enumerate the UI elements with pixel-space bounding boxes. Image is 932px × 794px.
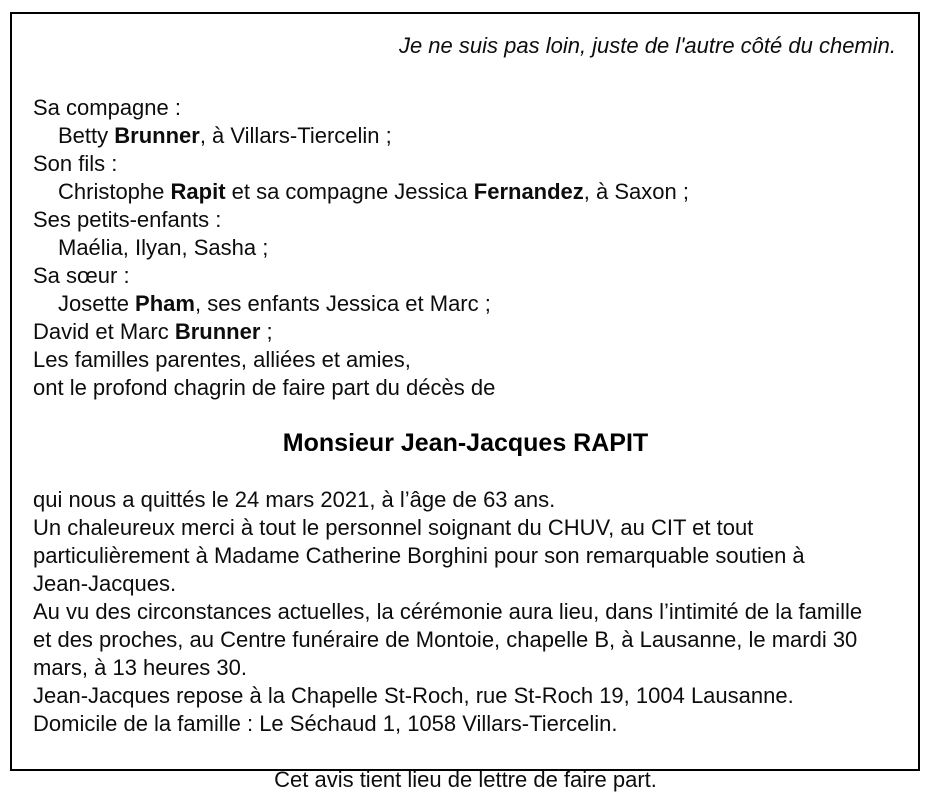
body-line-ceremony-2: et des proches, au Centre funéraire de Montoie, chapelle B, à Lausanne, le mardi 30: [33, 627, 858, 652]
family-member-companion: Betty Brunner, à Villars-Tiercelin ;: [58, 123, 392, 148]
family-member-sister: Josette Pham, ses enfants Jessica et Marc ;: [58, 291, 491, 316]
announcement-line: ont le profond chagrin de faire part du décès de: [33, 375, 496, 400]
faire-part-footer: Cet avis tient lieu de lettre de faire part.: [274, 767, 657, 792]
body-line-repose: Jean-Jacques repose à la Chapelle St-Roch, rue St-Roch 19, 1004 Lausanne.: [33, 683, 794, 708]
deceased-name-heading: Monsieur Jean-Jacques RAPIT: [282, 429, 649, 457]
body-line-thanks-3: Jean-Jacques.: [33, 571, 177, 596]
surname-bold: Fernandez: [473, 179, 584, 204]
body-line-thanks-1: Un chaleureux merci à tout le personnel soignant du CHUV, au CIT et tout: [33, 515, 754, 540]
surname-bold: Brunner: [174, 319, 261, 344]
surname-bold: Rapit: [170, 179, 226, 204]
body-line-death-date: qui nous a quittés le 24 mars 2021, à l’âge de 63 ans.: [33, 487, 556, 512]
body-line-ceremony-1: Au vu des circonstances actuelles, la cérémonie aura lieu, dans l’intimité de la famille: [33, 599, 863, 624]
relation-label-grandchildren: Ses petits-enfants :: [33, 207, 222, 232]
family-members-grandchildren: Maélia, Ilyan, Sasha ;: [58, 235, 269, 260]
surname-bold: Brunner: [114, 123, 200, 148]
body-line-ceremony-3: mars, à 13 heures 30.: [33, 655, 248, 680]
families-line: Les familles parentes, alliées et amies,: [33, 347, 411, 372]
relation-label-companion: Sa compagne :: [33, 95, 181, 120]
relation-label-sister: Sa sœur :: [33, 263, 130, 288]
obituary-notice-frame: [10, 12, 920, 792]
family-members-brunner: David et Marc Brunner ;: [33, 319, 273, 344]
epigraph-quote: Je ne suis pas loin, juste de l'autre côté du chemin.: [398, 33, 896, 58]
family-member-son: Christophe Rapit et sa compagne Jessica Fernandez, à Saxon ;: [58, 179, 689, 204]
surname-bold: Pham: [135, 291, 195, 316]
body-line-family-home: Domicile de la famille : Le Séchaud 1, 1058 Villars-Tiercelin.: [33, 711, 618, 736]
relation-label-son: Son fils :: [33, 151, 118, 176]
body-line-thanks-2: particulièrement à Madame Catherine Borghini pour son remarquable soutien à: [33, 543, 805, 568]
